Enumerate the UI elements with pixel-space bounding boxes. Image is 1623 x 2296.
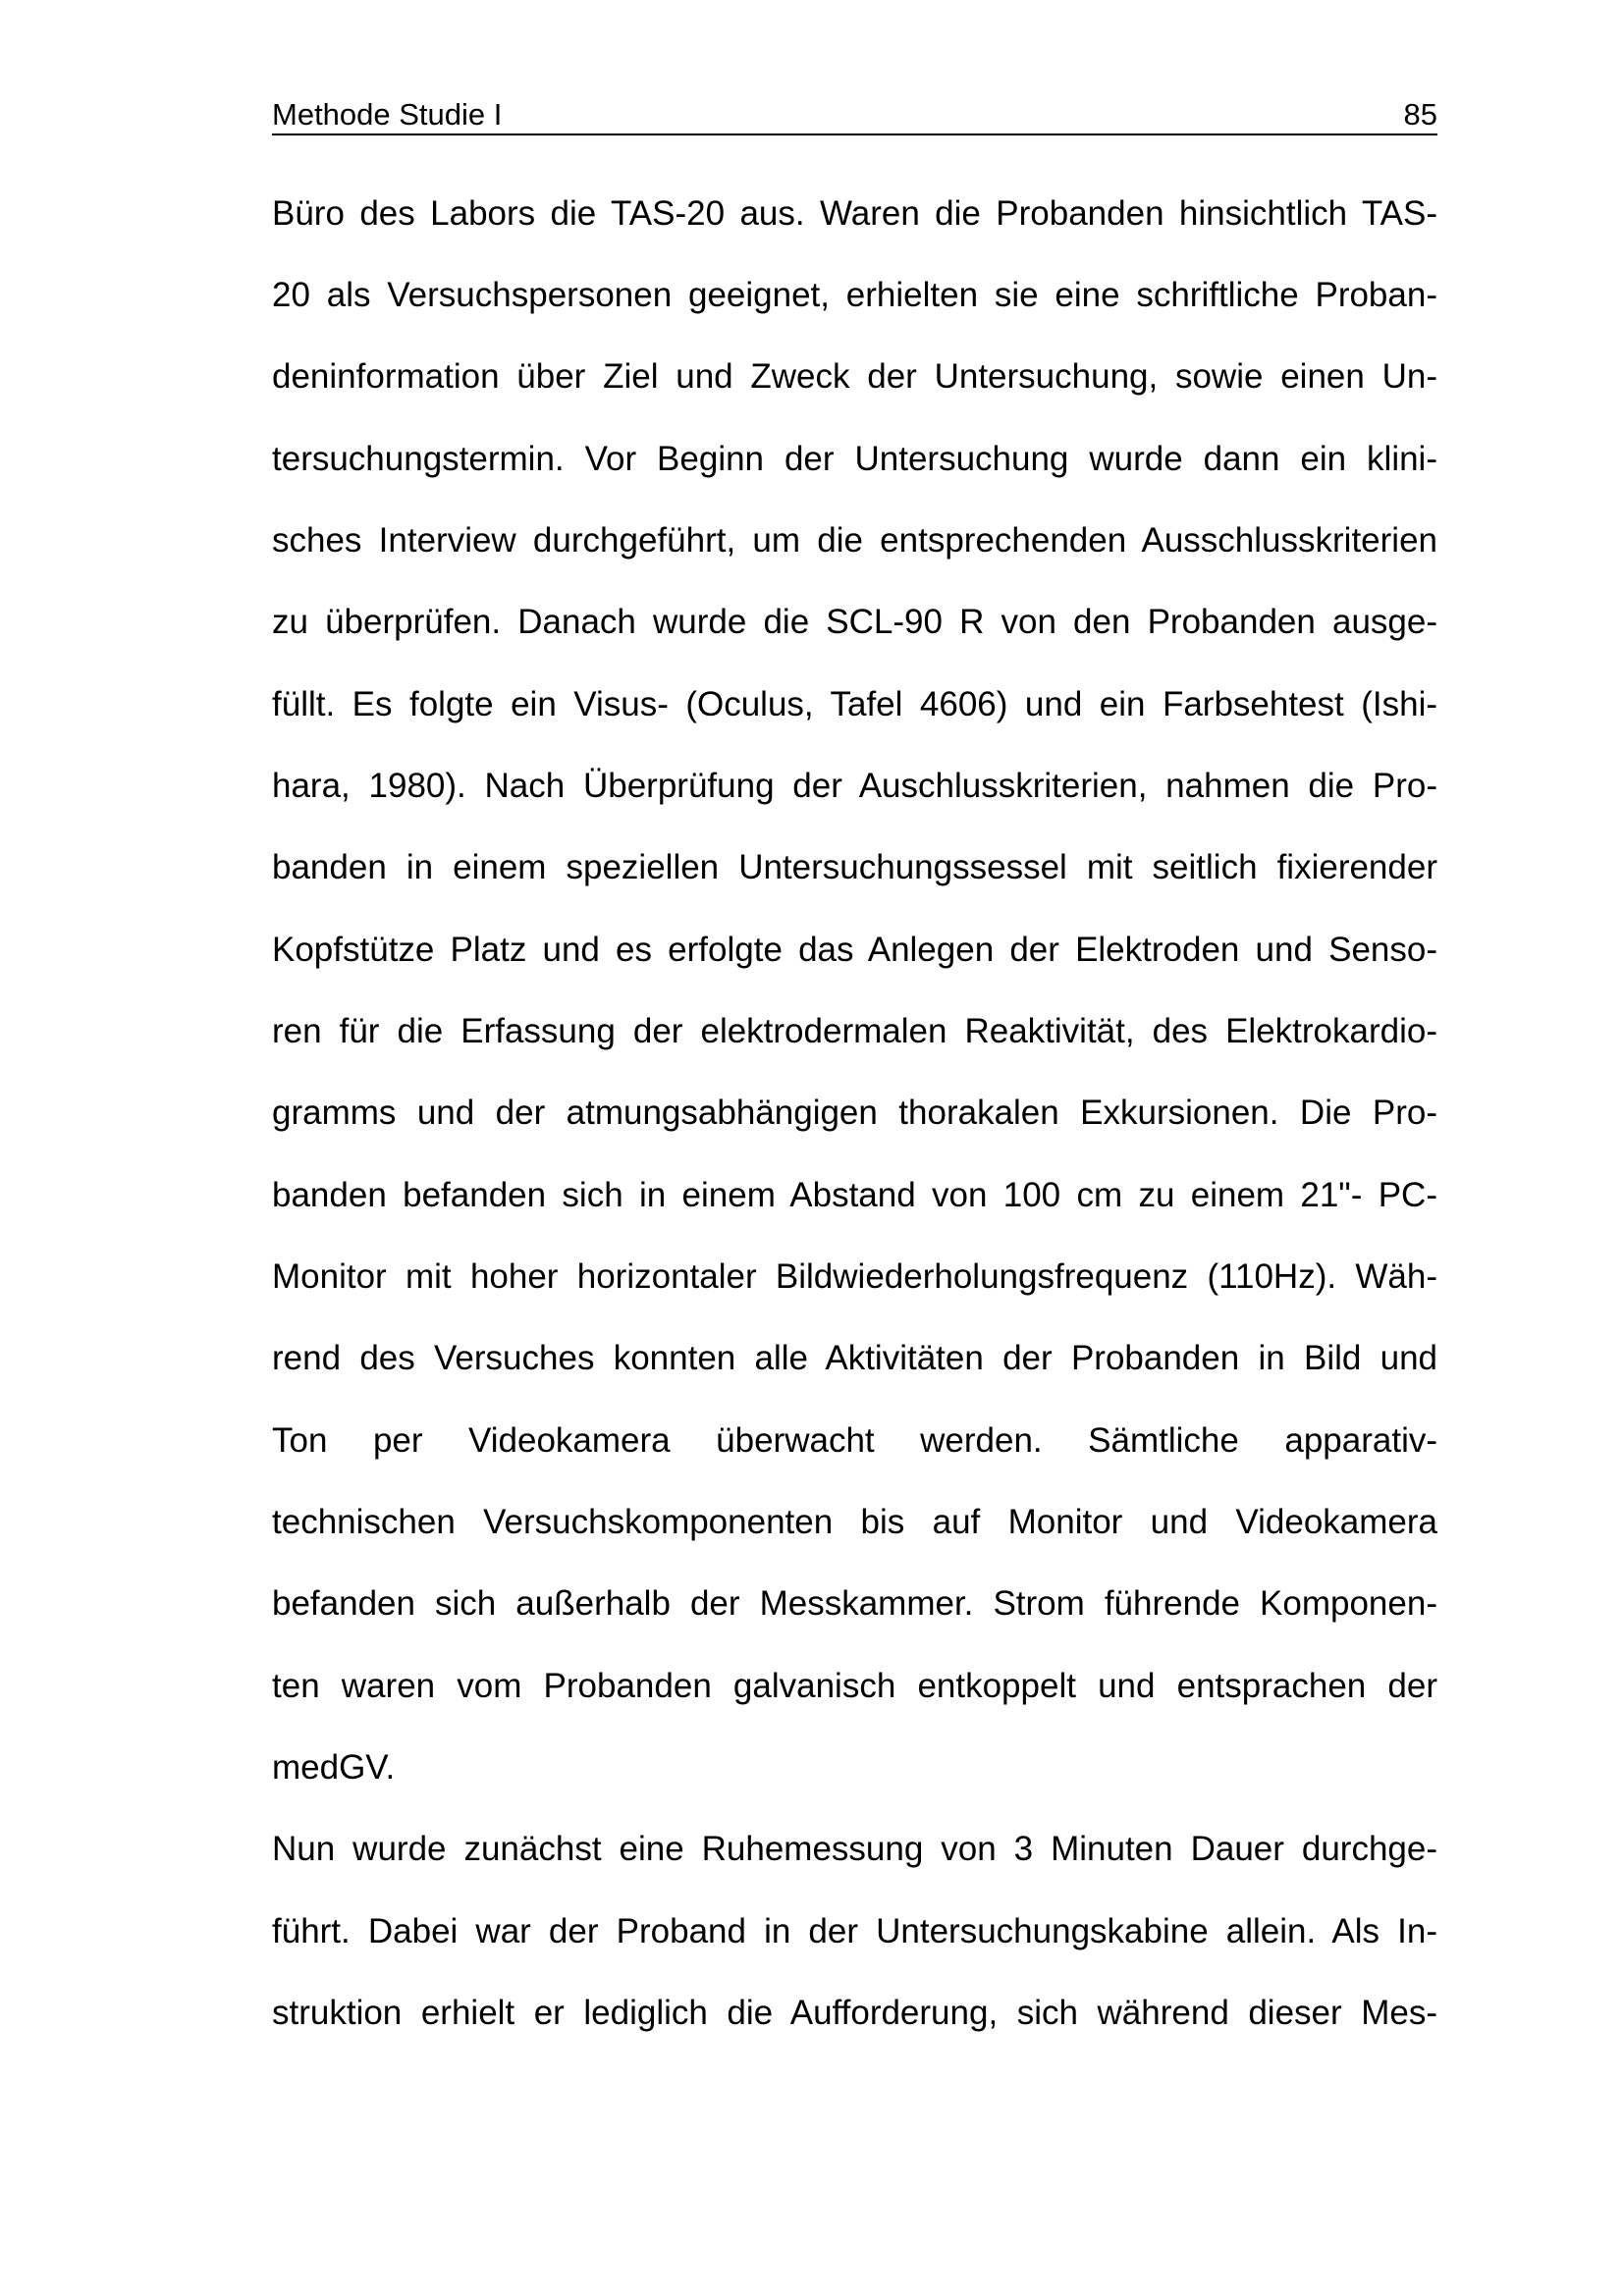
text-line: medGV. <box>272 1748 396 1787</box>
page-header <box>272 96 1437 135</box>
text-line: hara, 1980). Nach Überprüfung der Auschlusskriterien, nahmen die Pro- <box>272 767 1437 805</box>
text-line: sches Interview durchgeführt, um die entsprechenden Ausschlusskriterien <box>272 521 1437 560</box>
text-line: ren für die Erfassung der elektrodermalen Reaktivität, des Elektrokardio- <box>272 1012 1437 1050</box>
text-line: füllt. Es folgte ein Visus- (Oculus, Tafel 4606) und ein Farbsehtest (Ishi- <box>272 685 1437 723</box>
text-line: gramms und der atmungsabhängigen thorakalen Exkursionen. Die Pro- <box>272 1094 1437 1132</box>
text-line: 20 als Versuchspersonen geeignet, erhielten sie eine schriftliche Proban- <box>272 276 1437 314</box>
text-line: banden befanden sich in einem Abstand von 100 cm zu einem 21"- PC- <box>272 1176 1437 1214</box>
text-line: führt. Dabei war der Proband in der Untersuchungskabine allein. Als In- <box>272 1912 1437 1950</box>
text-line: ten waren vom Probanden galvanisch entkoppelt und entsprachen der <box>272 1667 1437 1705</box>
text-line: Monitor mit hoher horizontaler Bildwiederholungsfrequenz (110Hz). Wäh- <box>272 1257 1437 1296</box>
text-line: Büro des Labors die TAS-20 aus. Waren die Probanden hinsichtlich TAS- <box>272 194 1437 233</box>
text-line: deninformation über Ziel und Zweck der Untersuchung, sowie einen Un- <box>272 357 1437 396</box>
text-line: struktion erhielt er lediglich die Aufforderung, sich während dieser Mes- <box>272 1994 1437 2032</box>
header-title: Methode Studie I <box>272 97 503 132</box>
text-line: banden in einem speziellen Untersuchungssessel mit seitlich fixierender <box>272 848 1437 886</box>
text-line: Ton per Videokamera überwacht werden. Sämtliche apparativ- <box>272 1421 1437 1460</box>
text-line: Nun wurde zunächst eine Ruhemessung von 3 Minuten Dauer durchge- <box>272 1830 1437 1868</box>
text-line: Kopfstütze Platz und es erfolgte das Anlegen der Elektroden und Senso- <box>272 931 1437 969</box>
text-line: rend des Versuches konnten alle Aktivitäten der Probanden in Bild und <box>272 1339 1437 1377</box>
text-line: befanden sich außerhalb der Messkammer. Strom führende Komponen- <box>272 1584 1437 1623</box>
text-line: zu überprüfen. Danach wurde die SCL-90 R von den Probanden ausge- <box>272 603 1437 641</box>
page-number: 85 <box>1403 97 1437 132</box>
text-line: technischen Versuchskomponenten bis auf Monitor und Videokamera <box>272 1503 1437 1541</box>
text-line: tersuchungstermin. Vor Beginn der Untersuchung wurde dann ein klini- <box>272 440 1437 478</box>
